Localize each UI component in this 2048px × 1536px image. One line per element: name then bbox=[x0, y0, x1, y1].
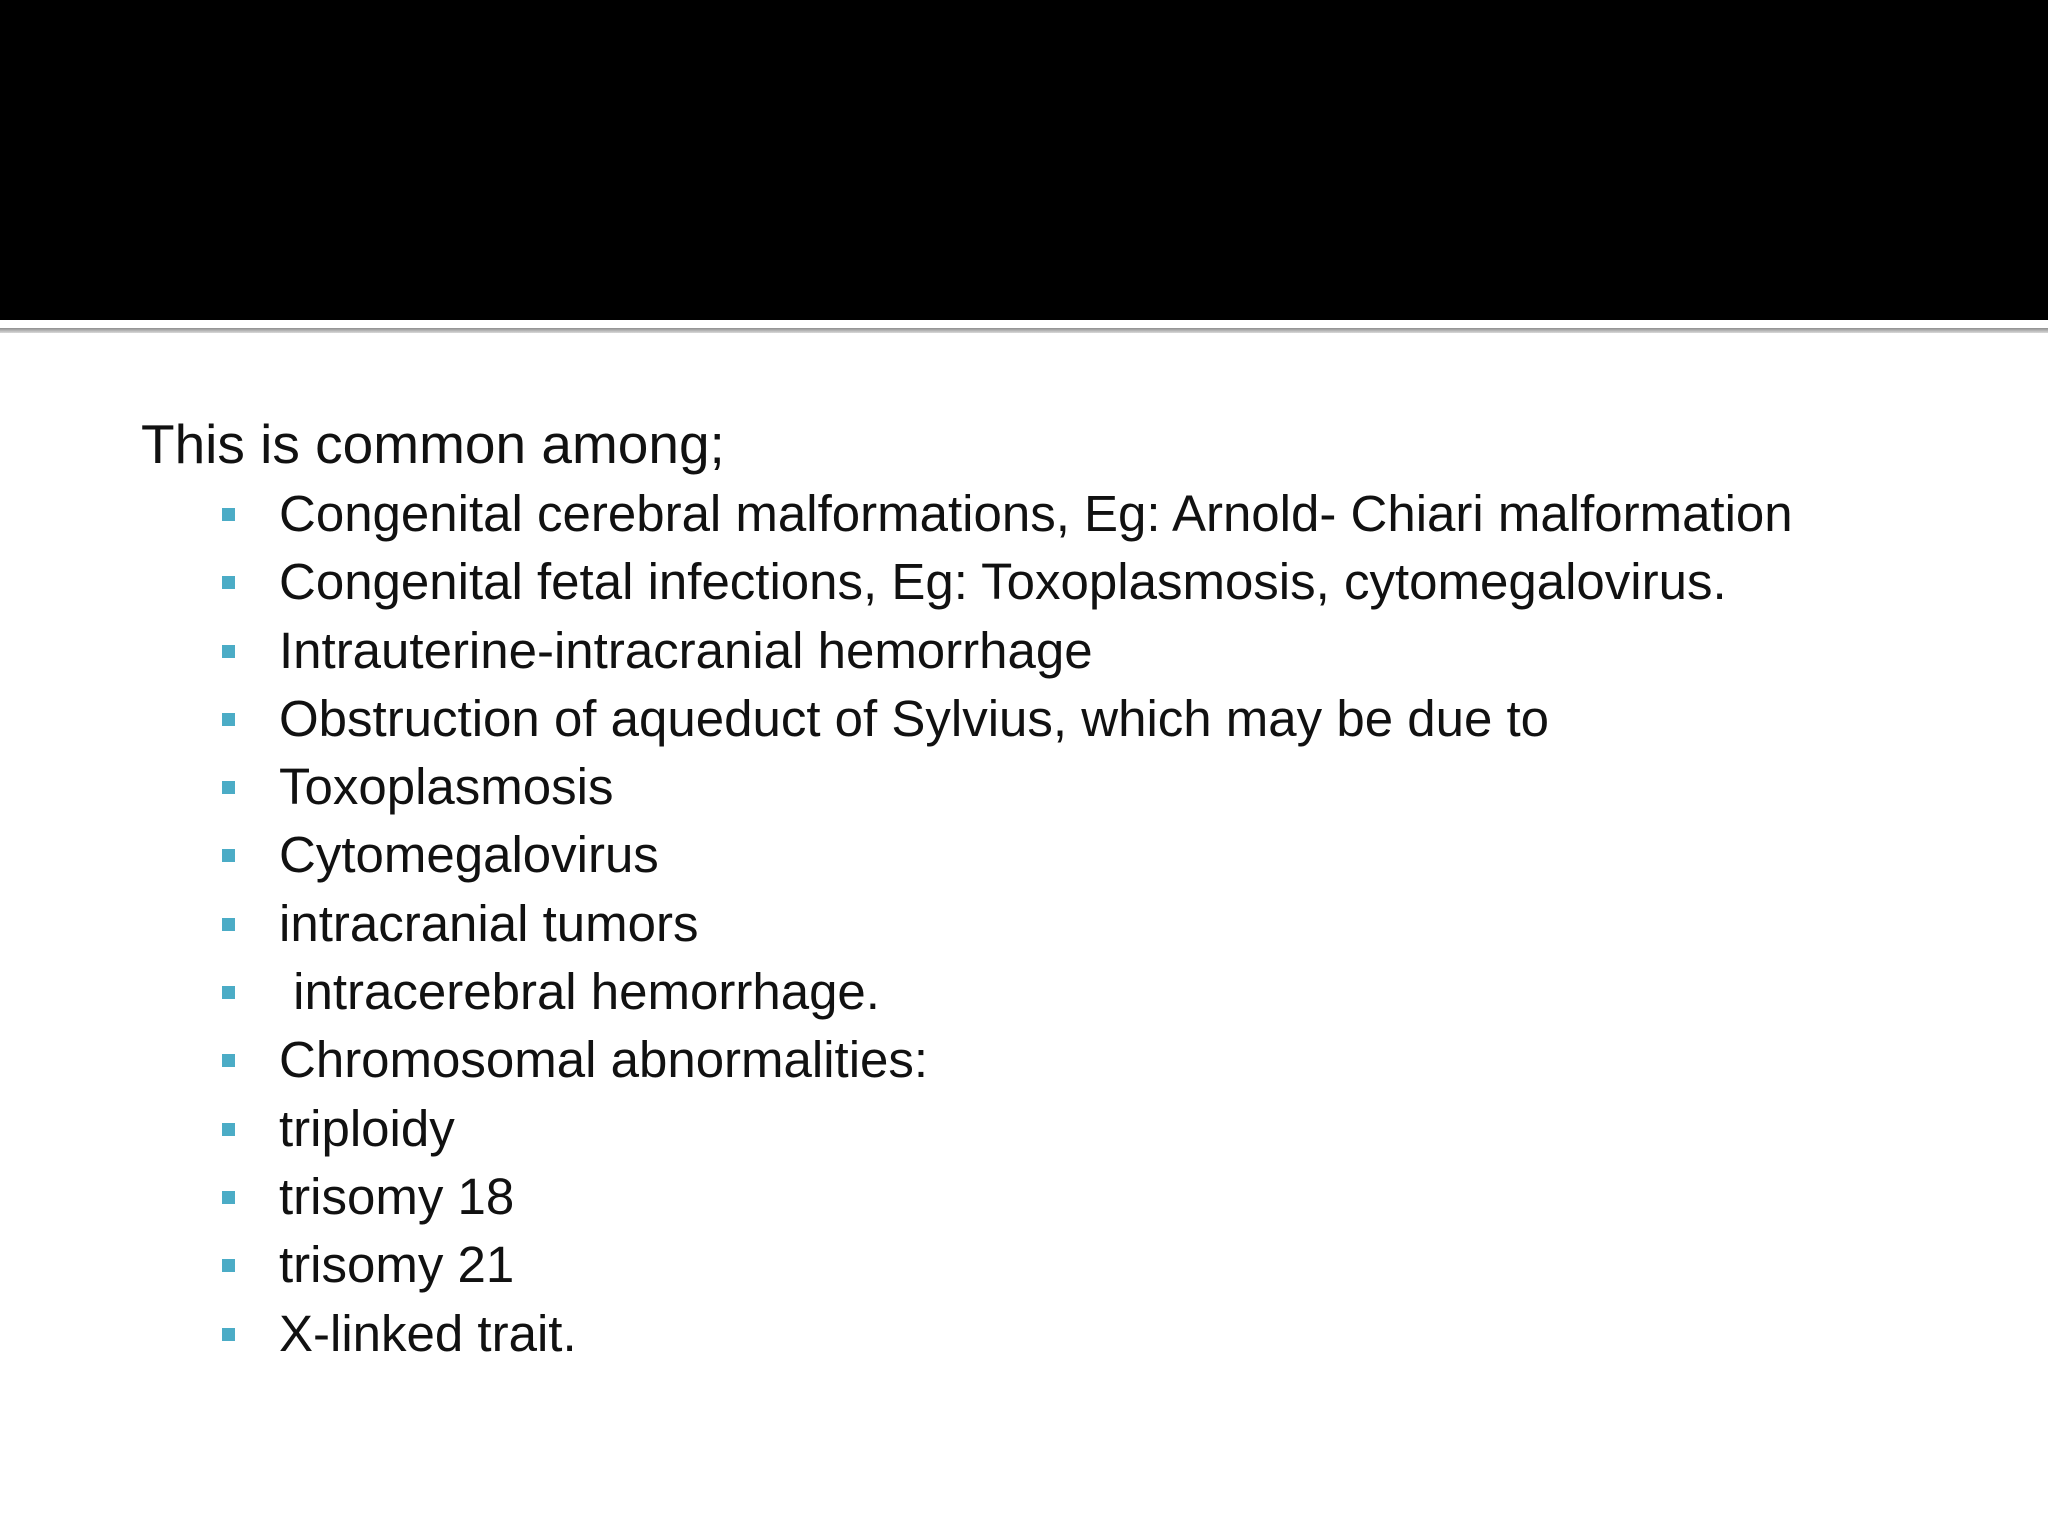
square-bullet-icon bbox=[222, 645, 235, 658]
bullet-item bbox=[222, 753, 1961, 821]
bullet-text: intracranial tumors bbox=[279, 894, 699, 952]
square-bullet-icon bbox=[222, 508, 235, 521]
bullet-text: Congenital cerebral malformations, Eg: Arnold- Chiari malformation bbox=[279, 485, 1793, 542]
square-bullet-icon bbox=[222, 849, 235, 862]
bullet-item bbox=[222, 958, 1961, 1026]
bullet-text: Toxoplasmosis bbox=[279, 758, 614, 816]
bullet-text: Chromosomal abnormalities: bbox=[279, 1031, 929, 1089]
bullet-text: triploidy bbox=[279, 1099, 455, 1157]
square-bullet-icon bbox=[222, 1259, 235, 1272]
bullet-item bbox=[222, 1231, 1961, 1299]
bullet-text: trisomy 21 bbox=[279, 1236, 515, 1294]
slide-body bbox=[141, 408, 1961, 1368]
bullet-text: X-linked trait. bbox=[279, 1304, 577, 1362]
square-bullet-icon bbox=[222, 781, 235, 794]
bullet-item bbox=[222, 1026, 1961, 1094]
bullet-item bbox=[222, 821, 1961, 889]
bullet-item bbox=[222, 548, 1961, 616]
bullet-text: Cytomegalovirus bbox=[279, 826, 659, 884]
bullet-text: Intrauterine-intracranial hemorrhage bbox=[279, 621, 1093, 679]
square-bullet-icon bbox=[222, 1123, 235, 1136]
bullet-list bbox=[141, 480, 1961, 1368]
bullet-item bbox=[222, 890, 1961, 958]
bullet-text: intracerebral hemorrhage. bbox=[279, 963, 880, 1021]
title-divider-white bbox=[0, 320, 2048, 328]
square-bullet-icon bbox=[222, 1054, 235, 1067]
square-bullet-icon bbox=[222, 1191, 235, 1204]
square-bullet-icon bbox=[222, 986, 235, 999]
intro-text: This is common among; bbox=[141, 413, 725, 475]
title-band bbox=[0, 0, 2048, 320]
bullet-item bbox=[222, 617, 1961, 685]
square-bullet-icon bbox=[222, 713, 235, 726]
bullet-item bbox=[222, 1163, 1961, 1231]
bullet-text: Obstruction of aqueduct of Sylvius, which may be due to bbox=[279, 689, 1550, 747]
square-bullet-icon bbox=[222, 918, 235, 931]
title-divider-grey bbox=[0, 328, 2048, 333]
bullet-item bbox=[222, 685, 1961, 753]
bullet-item bbox=[222, 1300, 1961, 1368]
bullet-text: trisomy 18 bbox=[279, 1167, 515, 1225]
bullet-text: Congenital fetal infections, Eg: Toxoplasmosis, cytomegalovirus. bbox=[279, 553, 1727, 611]
square-bullet-icon bbox=[222, 1328, 235, 1341]
bullet-item bbox=[222, 1095, 1961, 1163]
square-bullet-icon bbox=[222, 576, 235, 589]
bullet-item bbox=[222, 480, 1961, 548]
